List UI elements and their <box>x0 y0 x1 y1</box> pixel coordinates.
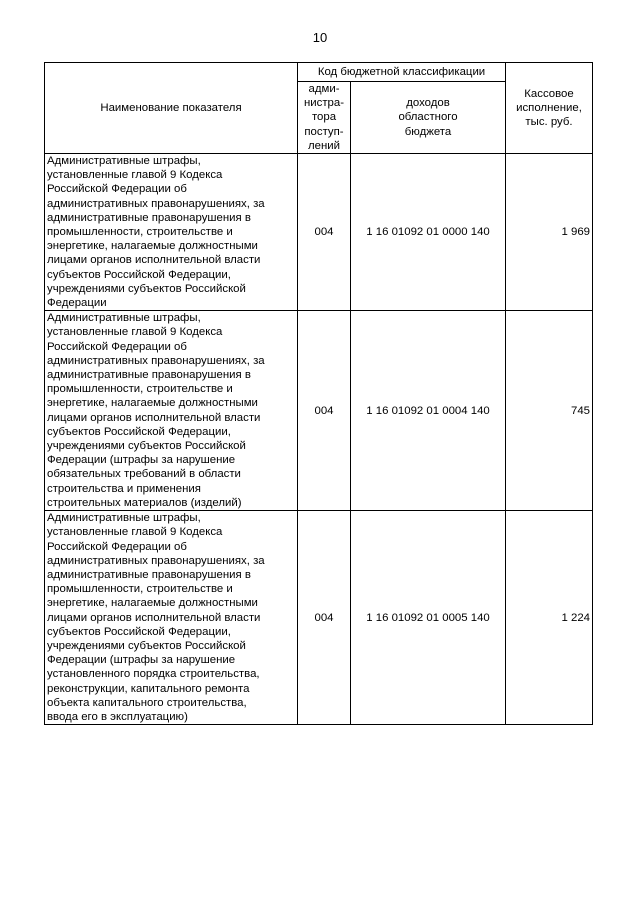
header-budget-classification-code: Код бюджетной классификации <box>298 63 506 82</box>
row-cash-execution-amount: 1 969 <box>506 154 593 311</box>
row-administrator-code: 004 <box>298 154 351 311</box>
row-cash-execution-amount: 1 224 <box>506 511 593 725</box>
header-regional-budget-income: доходов областного бюджета <box>351 82 506 154</box>
table-row <box>45 311 593 511</box>
row-administrator-code: 004 <box>298 311 351 511</box>
header-revenue-administrator: адми- нистра- тора поступ- лений <box>298 82 351 154</box>
table-row <box>45 511 593 725</box>
row-income-code: 1 16 01092 01 0005 140 <box>351 511 506 725</box>
header-cash-execution: Кассовое исполнение, тыс. руб. <box>506 63 593 154</box>
header-indicator-name: Наименование показателя <box>45 63 298 154</box>
table-header-row <box>45 63 593 82</box>
row-cash-execution-amount: 745 <box>506 311 593 511</box>
page-number: 10 <box>312 30 328 45</box>
row-administrator-code: 004 <box>298 511 351 725</box>
row-indicator-name: Административные штрафы, установленные главой 9 Кодекса Российской Федерации об административных правонарушениях, за административные правонарушения в промышленности, строительстве и энергетике, налагаемые должностными лицами органов исполнительной власти субъектов Российской Федерации, учреждениями субъектов Российской Федерации (штрафы за нарушение установленного порядка строительства, реконструкции, капитального ремонта объекта капитального строительства, ввода его в эксплуатацию) <box>45 511 298 725</box>
table-row <box>45 154 593 311</box>
row-income-code: 1 16 01092 01 0004 140 <box>351 311 506 511</box>
row-indicator-name: Административные штрафы, установленные главой 9 Кодекса Российской Федерации об административных правонарушениях, за административные правонарушения в промышленности, строительстве и энергетике, налагаемые должностными лицами органов исполнительной власти субъектов Российской Федерации, учреждениями субъектов Российской Федерации <box>45 154 298 311</box>
budget-revenue-table <box>44 62 593 725</box>
row-indicator-name: Административные штрафы, установленные главой 9 Кодекса Российской Федерации об административных правонарушениях, за административные правонарушения в промышленности, строительстве и энергетике, налагаемые должностными лицами органов исполнительной власти субъектов Российской Федерации, учреждениями субъектов Российской Федерации (штрафы за нарушение обязательных требований в области строительства и применения строительных материалов (изделий) <box>45 311 298 511</box>
row-income-code: 1 16 01092 01 0000 140 <box>351 154 506 311</box>
